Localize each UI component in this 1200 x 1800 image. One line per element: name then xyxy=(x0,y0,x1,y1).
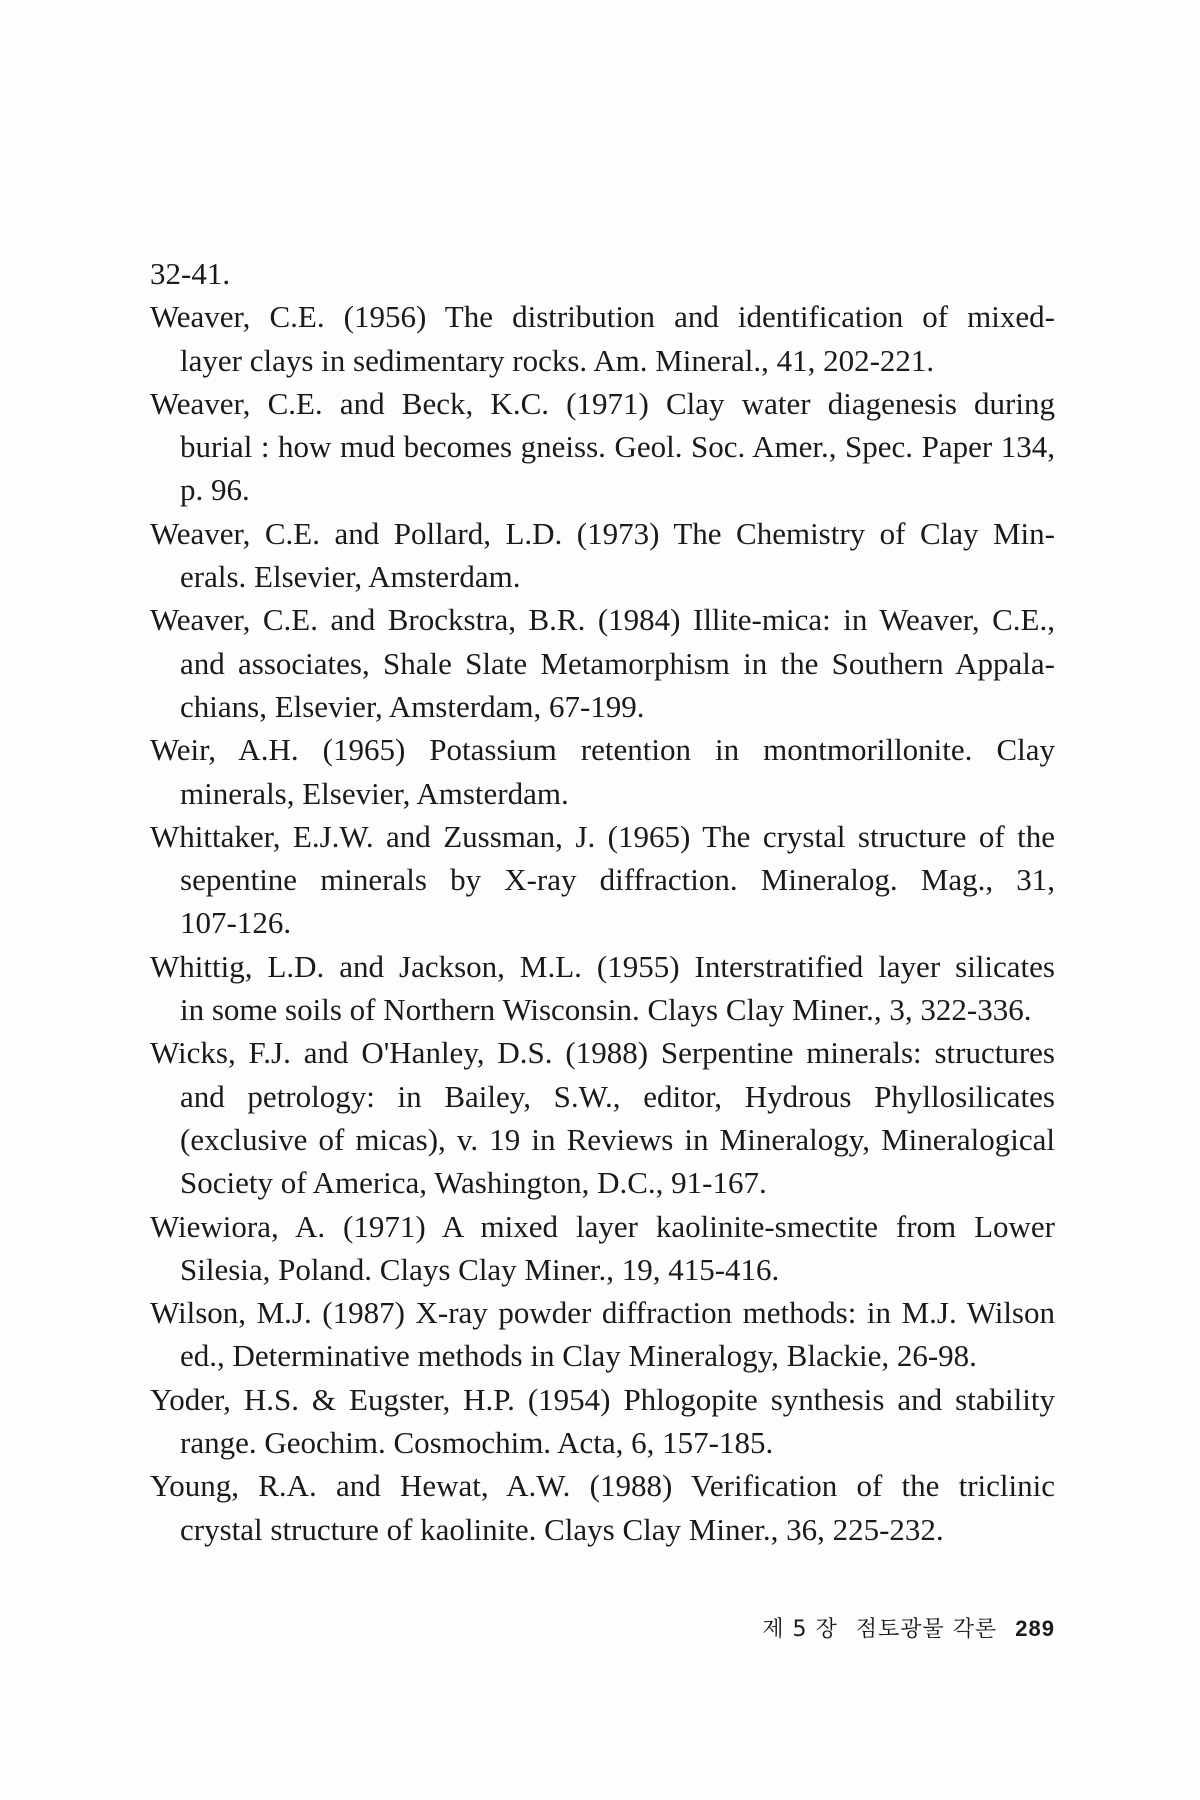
reference-line: Weaver, C.E. (1956) The distribution and identification of mixed- xyxy=(150,299,1055,335)
reference-line: Weaver, C.E. and Beck, K.C. (1971) Clay water diagenesis during xyxy=(150,385,1055,421)
reference-line: Wiewiora, A. (1971) A mixed layer kaolinite-smectite from Lower xyxy=(150,1208,1055,1244)
reference-line: Weaver, C.E. and Brockstra, B.R. (1984) Illite-mica: in Weaver, C.E., xyxy=(150,602,1055,638)
reference-entry xyxy=(150,1205,1055,1292)
reference-line: Wilson, M.J. (1987) X-ray powder diffraction methods: in M.J. Wilson xyxy=(150,1295,1055,1331)
reference-line: burial : how mud becomes gneiss. Geol. Soc. Amer., Spec. Paper 134, xyxy=(180,429,1055,465)
reference-line: range. Geochim. Cosmochim. Acta, 6, 157-185. xyxy=(180,1425,774,1461)
reference-line: chians, Elsevier, Amsterdam, 67-199. xyxy=(180,688,645,724)
reference-line: Young, R.A. and Hewat, A.W. (1988) Verification of the triclinic xyxy=(150,1468,1055,1504)
reference-entry xyxy=(150,945,1055,1032)
reference-line: p. 96. xyxy=(180,472,250,508)
reference-line: and petrology: in Bailey, S.W., editor, Hydrous Phyllosilicates xyxy=(180,1078,1055,1114)
page-number: 289 xyxy=(1015,1616,1055,1641)
reference-list xyxy=(150,252,1055,1551)
reference-line: 107-126. xyxy=(180,905,292,941)
reference-line: Society of America, Washington, D.C., 91-167. xyxy=(180,1165,767,1201)
reference-entry xyxy=(150,1464,1055,1551)
reference-entry xyxy=(150,1291,1055,1378)
footer-chapter: 제 5 장 xyxy=(762,1617,838,1642)
reference-line: (exclusive of micas), v. 19 in Reviews in Mineralogy, Mineralogical xyxy=(180,1121,1055,1157)
reference-entry xyxy=(150,728,1055,815)
reference-entry xyxy=(150,1031,1055,1204)
reference-entries xyxy=(150,295,1055,1551)
reference-entry xyxy=(150,815,1055,945)
reference-entry xyxy=(150,598,1055,728)
reference-line: erals. Elsevier, Amsterdam. xyxy=(180,559,521,595)
reference-line: Whittaker, E.J.W. and Zussman, J. (1965) The crystal structure of the xyxy=(150,818,1055,854)
reference-line: in some soils of Northern Wisconsin. Clays Clay Miner., 3, 322-336. xyxy=(180,992,1032,1028)
reference-line: minerals, Elsevier, Amsterdam. xyxy=(180,775,569,811)
reference-line: sepentine minerals by X-ray diffraction. Mineralog. Mag., 31, xyxy=(180,862,1055,898)
reference-entry xyxy=(150,1378,1055,1465)
reference-line: Weir, A.H. (1965) Potassium retention in montmorillonite. Clay xyxy=(150,732,1055,768)
footer-section-title: 점토광물 각론 xyxy=(855,1617,998,1642)
reference-entry xyxy=(150,512,1055,599)
reference-line: crystal structure of kaolinite. Clays Clay Miner., 36, 225-232. xyxy=(180,1511,944,1547)
reference-line: layer clays in sedimentary rocks. Am. Mineral., 41, 202-221. xyxy=(180,342,935,378)
reference-entry xyxy=(150,295,1055,382)
reference-line: Wicks, F.J. and O'Hanley, D.S. (1988) Serpentine minerals: structures xyxy=(150,1035,1055,1071)
reference-entry xyxy=(150,382,1055,512)
reference-line: ed., Determinative methods in Clay Mineralogy, Blackie, 26-98. xyxy=(180,1338,977,1374)
reference-line: Silesia, Poland. Clays Clay Miner., 19, 415-416. xyxy=(180,1251,780,1287)
reference-line: Yoder, H.S. & Eugster, H.P. (1954) Phlogopite synthesis and stability xyxy=(150,1381,1055,1417)
reference-line: Weaver, C.E. and Pollard, L.D. (1973) The Chemistry of Clay Min- xyxy=(150,515,1055,551)
page-footer xyxy=(700,1612,1055,1643)
reference-leading-line: 32-41. xyxy=(150,256,231,291)
reference-line: and associates, Shale Slate Metamorphism in the Southern Appala- xyxy=(180,645,1055,681)
reference-line: Whittig, L.D. and Jackson, M.L. (1955) Interstratified layer silicates xyxy=(150,948,1055,984)
